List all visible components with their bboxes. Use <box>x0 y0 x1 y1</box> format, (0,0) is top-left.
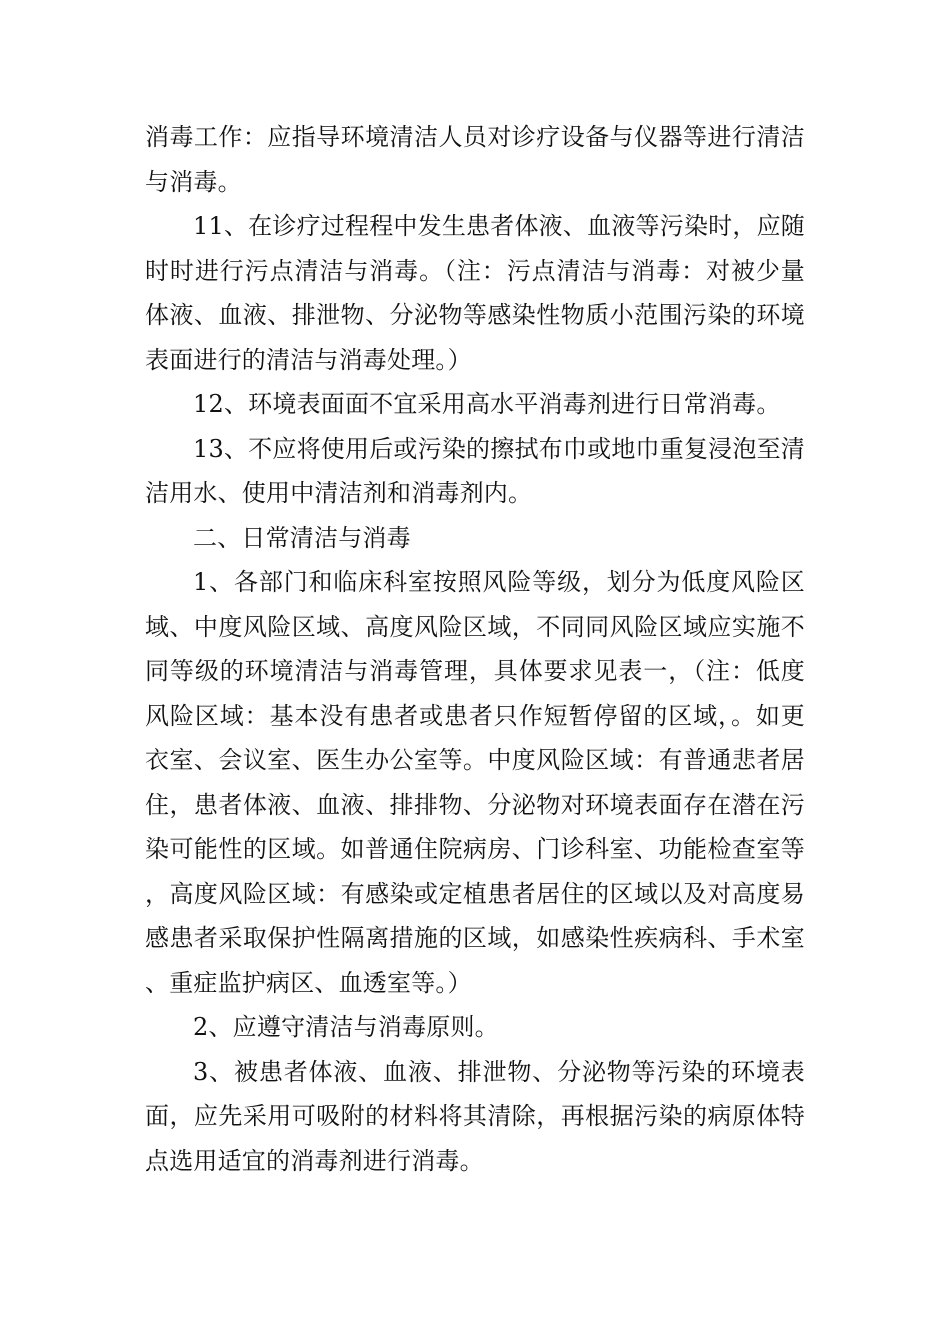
paragraph-item-11: 11、在诊疗过程程中发生患者体液、血液等污染时，应随时时进行污点清洁与消毒。（注：污点清洁与消毒：对被少量体液、血液、排泄物、分泌物等感染性物质小范围污染的环境表面进行的清洁与消毒处理。） <box>145 212 805 374</box>
section-heading-daily-cleaning: 二、日常清洁与消毒 <box>193 523 411 552</box>
paragraph-item-3: 3、被患者体液、血液、排泄物、分泌物等污染的环境表面，应先采用可吸附的材料将其清除，再根据污染的病原体特点选用适宜的消毒剂进行消毒。 <box>145 1057 805 1175</box>
paragraph-continuation: 消毒工作：应指导环境清洁人员对诊疗设备与仪器等进行清洁与消毒。 <box>145 123 805 196</box>
paragraph-item-12: 12、环境表面面不宜采用高水平消毒剂进行日常消毒。 <box>193 390 781 418</box>
document-body <box>145 115 805 1183</box>
paragraph-item-2: 2、应遵守清洁与消毒原则。 <box>193 1013 499 1041</box>
paragraph-item-13: 13、不应将使用后或污染的擦拭布巾或地巾重复浸泡至清洁用水、使用中清洁剂和消毒剂内。 <box>145 434 805 507</box>
paragraph-item-1: 1、各部门和临床科室按照风险等级，划分为低度风险区域、中度风险区域、高度风险区域，不同同风险区域应实施不同等级的环境清洁与消毒管理，具体要求见表一，（注：低度风险区域：基本没有患者或患者只作短暂停留的区域，。如更衣室、会议室、医生办公室等。中度风险区域：有普通悲者居住，患者体液、血液、排排物、分泌物对环境表面存在潜在污染可能性的区域。如普通住院病房、门诊科室、功能检查室等，高度风险区域：有感染或定植患者居住的区域以及对高度易感患者采取保护性隔离措施的区域，如感染性疾病科、手术室、重症监护病区、血透室等。） <box>145 568 805 997</box>
